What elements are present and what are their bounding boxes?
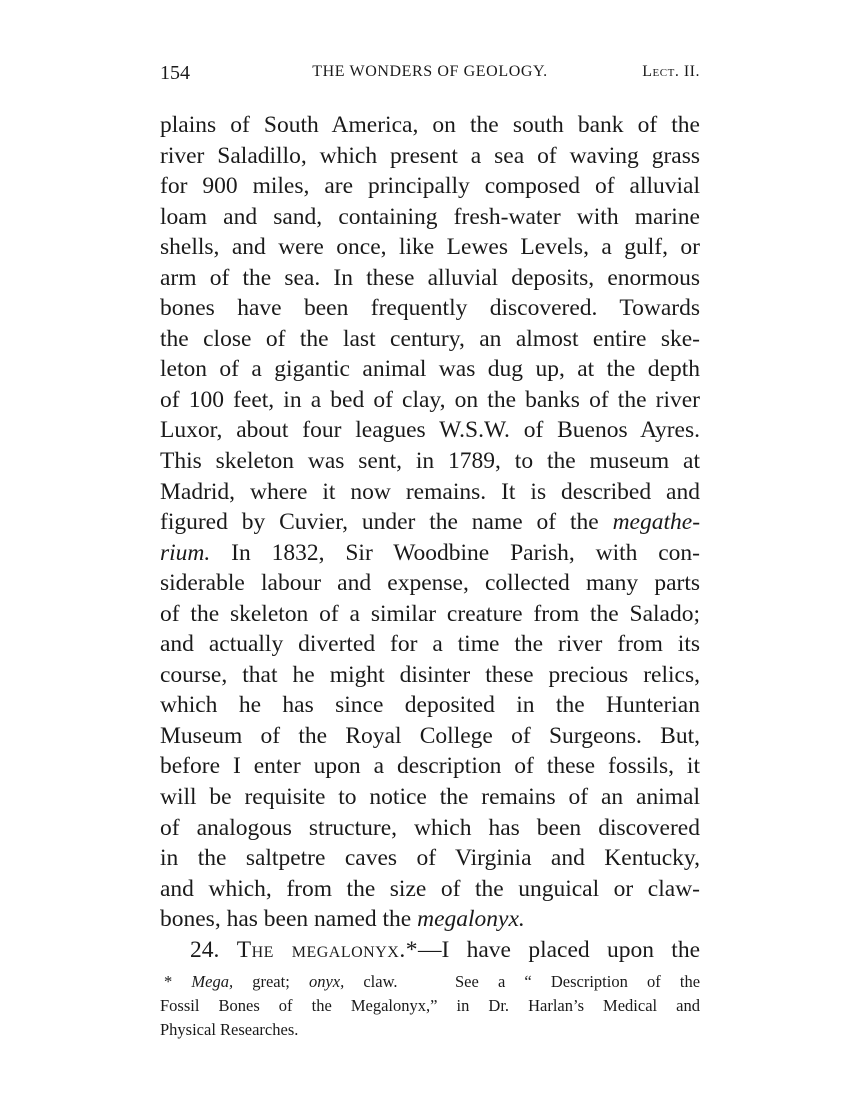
line-text: bones, has been named the [160, 906, 412, 933]
text-line: shells, and were once, like Lewes Levels, a gulf, or [160, 234, 700, 261]
footnote-text: See a “ Description of the [454, 972, 701, 991]
italic-term: rium. [160, 539, 211, 566]
line-text: figured by Cuvier, under the name of the [160, 509, 599, 536]
text-line [160, 904, 700, 935]
text-line: of 100 feet, in a bed of clay, on the banks of the river [160, 386, 700, 413]
text-line: and actually diverted for a time the river from its [160, 631, 700, 658]
text-line: will be requisite to notice the remains of an animal [160, 784, 700, 811]
text-line: course, that he might disinter these precious relics, [160, 661, 700, 688]
text-line [160, 507, 700, 538]
text-line: Museum of the Royal College of Surgeons. But, [160, 722, 700, 749]
text-line: This skeleton was sent, in 1789, to the museum at [160, 448, 700, 475]
footnote-mark: * [164, 972, 173, 991]
running-head [160, 62, 700, 88]
text-line: leton of a gigantic animal was dug up, at the depth [160, 356, 700, 383]
text-line: before I enter upon a description of these fossils, it [160, 753, 700, 780]
text-line: of analogous structure, which has been discovered [160, 814, 700, 841]
line-text: In 1832, Sir Woodbine Parish, with con- [231, 539, 700, 566]
footnote-line [160, 970, 700, 994]
text-line: plains of South America, on the south bank of the [160, 112, 700, 138]
text-line: the close of the last century, an almost entire ske- [160, 325, 700, 352]
running-title: THE WONDERS OF GEOLOGY. [312, 63, 548, 80]
text-line: in the saltpetre caves of Virginia and Kentucky, [160, 845, 700, 872]
line-text: —I have placed upon the [417, 936, 701, 963]
text-line: and which, from the size of the unguical or claw- [160, 875, 700, 902]
paragraph-number: 24. [190, 936, 220, 963]
text-line: river Saladillo, which present a sea of waving grass [160, 142, 700, 169]
section-heading-line [160, 935, 700, 966]
footnote-term: Mega, [191, 972, 234, 991]
text-line: for 900 miles, are principally composed of alluvial [160, 173, 700, 200]
text-line: loam and sand, containing fresh-water with marine [160, 203, 700, 230]
lecture-label: Lect. II. [642, 63, 700, 80]
footnote-line: Physical Researches. [160, 1020, 299, 1039]
text-line: siderable labour and expense, collected many parts [160, 570, 700, 597]
footnote-definition: great; [252, 972, 290, 991]
footnote-definition: claw. [363, 972, 398, 991]
text-line: arm of the sea. In these alluvial deposits, enormous [160, 264, 700, 291]
footnote-term: onyx, [308, 972, 345, 991]
text-line [160, 538, 700, 569]
footnotes [160, 970, 700, 1042]
text-line: which he has since deposited in the Hunterian [160, 692, 700, 719]
italic-term: megathe- [612, 509, 701, 536]
text-line: bones have been frequently discovered. Towards [160, 295, 700, 322]
body-text [160, 110, 700, 965]
text-line: Madrid, where it now remains. It is described and [160, 478, 700, 505]
text-line: Luxor, about four leagues W.S.W. of Buenos Ayres. [160, 417, 700, 444]
section-heading: The megalonyx.* [236, 936, 418, 963]
page-number: 154 [160, 62, 190, 84]
italic-term: megalonyx. [417, 906, 525, 933]
footnote-line: Fossil Bones of the Megalonyx,” in Dr. Harlan’s Medical and [160, 996, 700, 1015]
text-line: of the skeleton of a similar creature from the Salado; [160, 600, 700, 627]
